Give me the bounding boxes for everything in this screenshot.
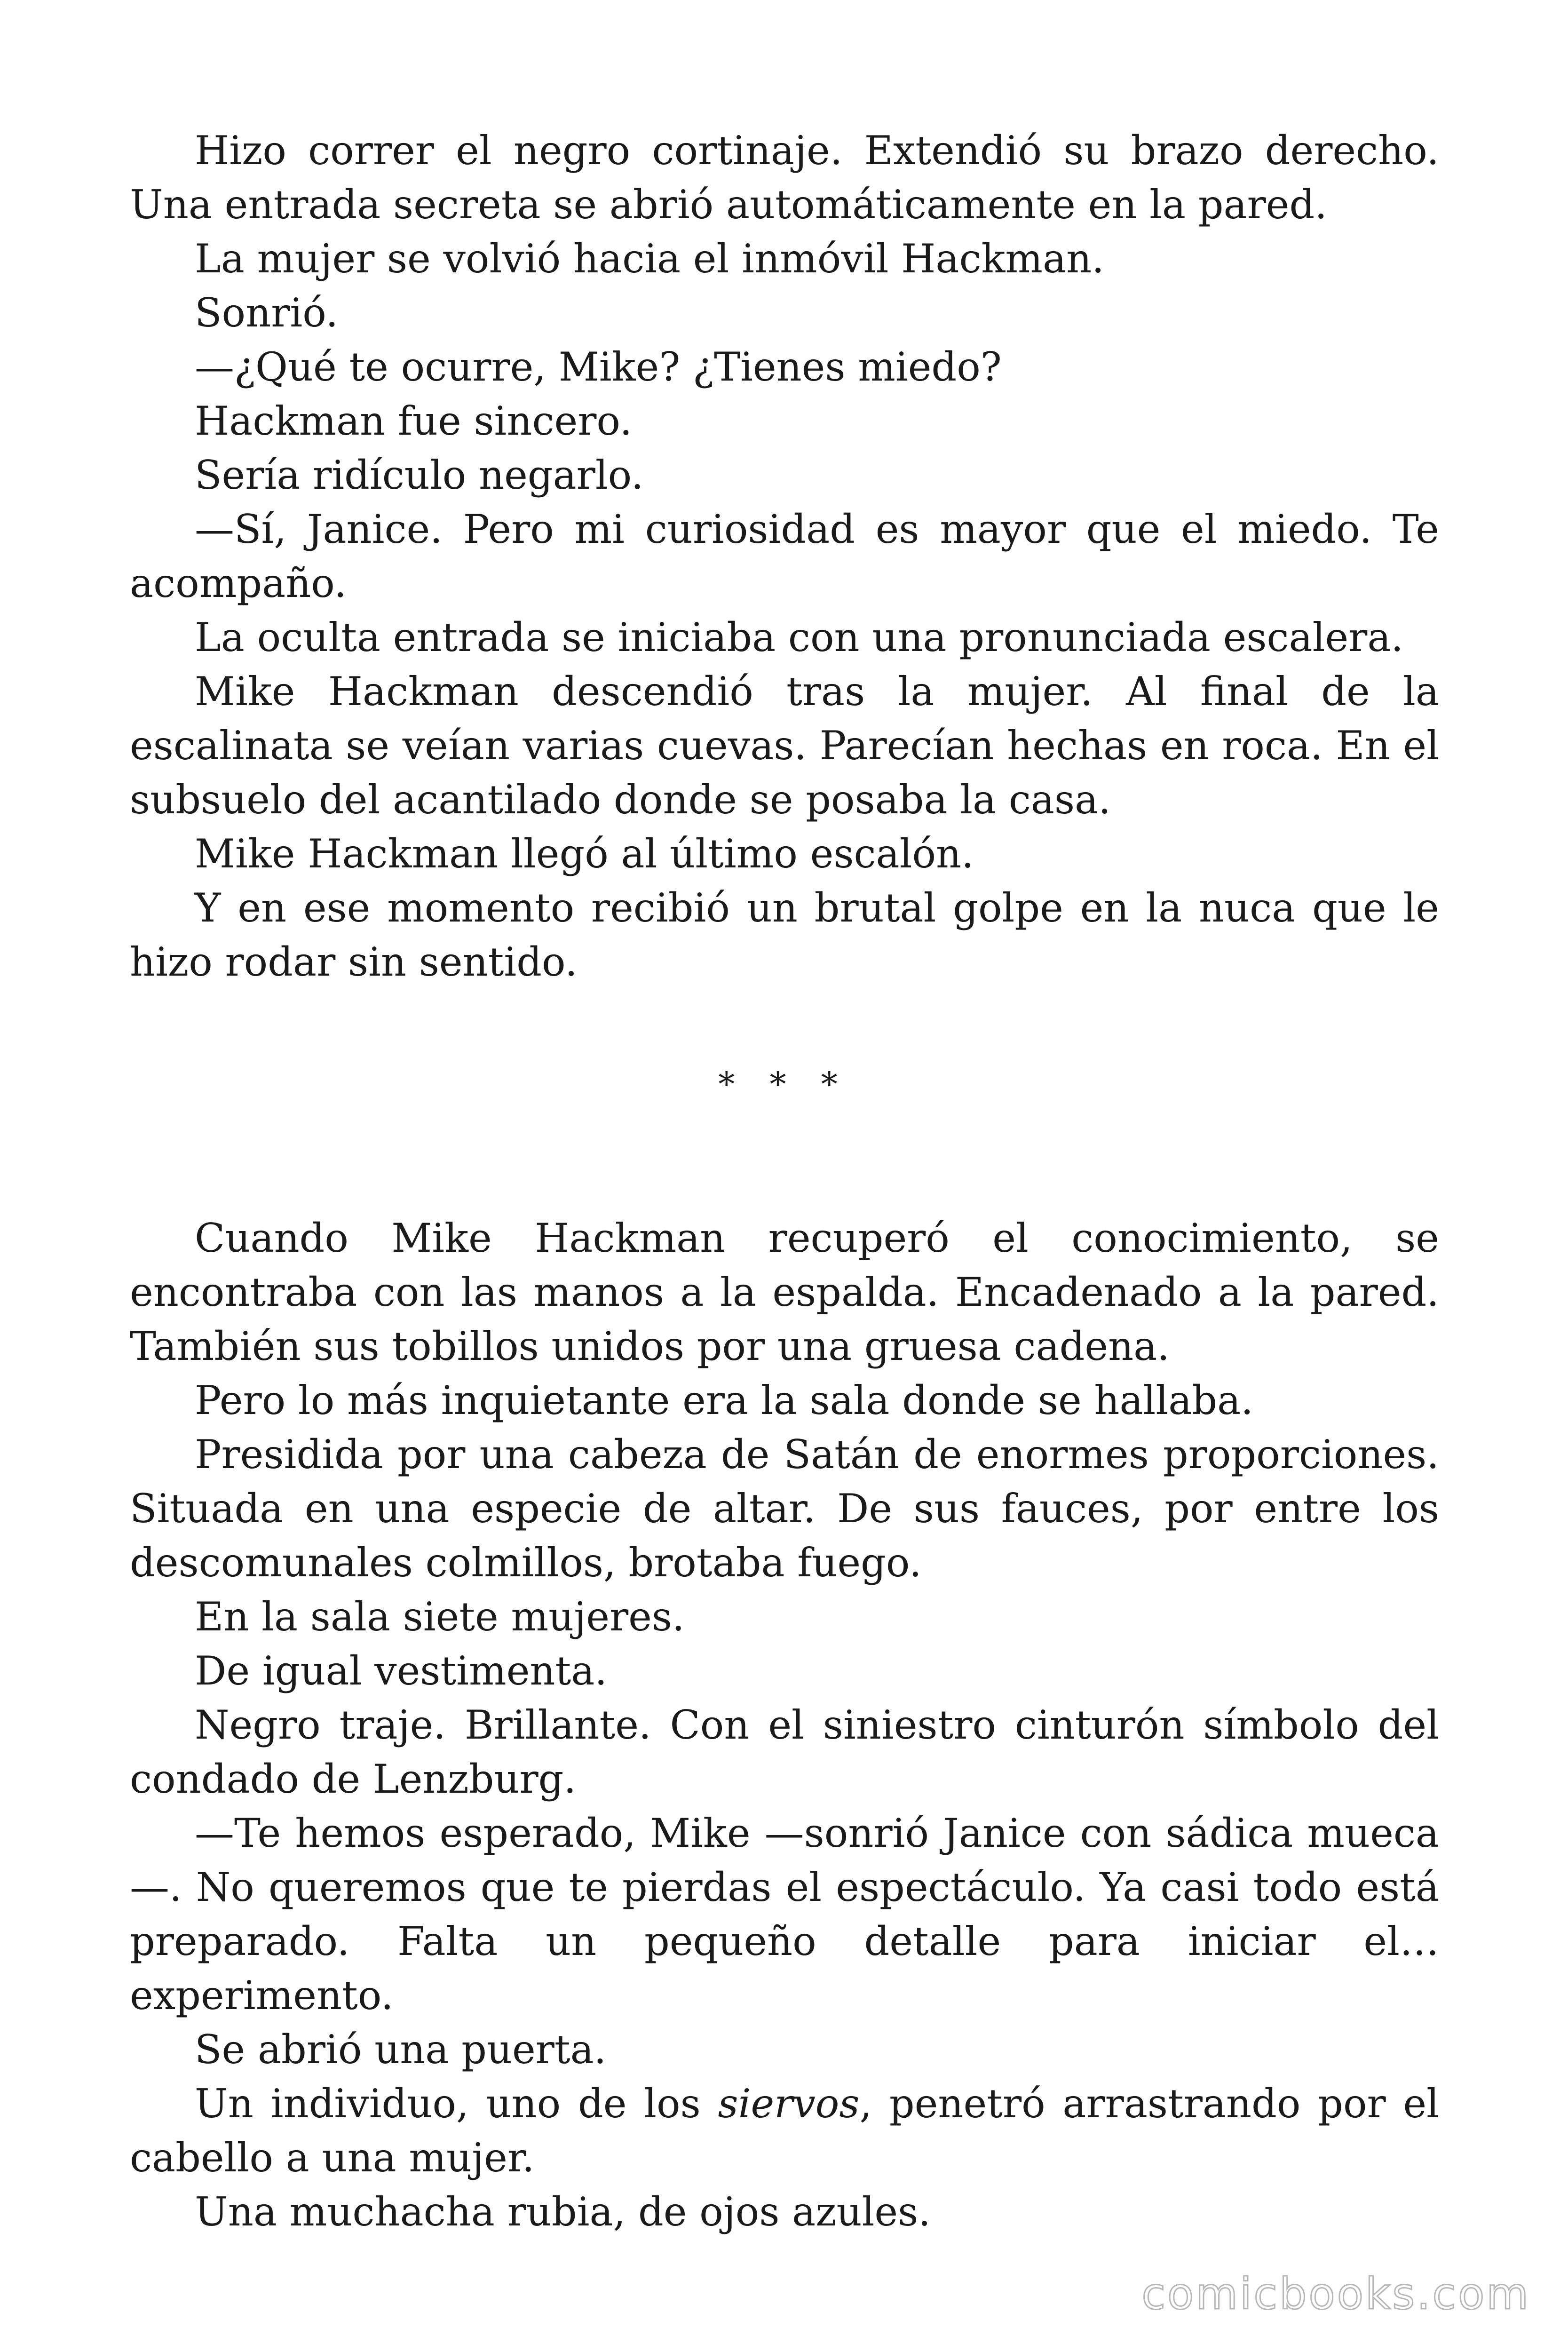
text-section-1 [130,124,1439,989]
paragraph: Presidida por una cabeza de Satán de enormes proporciones. Situada en una especie de altar. De sus fauces, por entre los descomunales colmillos, brotaba fuego. [130,1431,1439,1586]
paragraph: Hackman fue sincero. [195,398,633,444]
watermark: comicbooks.com [1141,2269,1530,2319]
scene-break: * * * [718,1065,850,1104]
paragraph: Sonrió. [195,290,339,336]
paragraph: —¿Qué te ocurre, Mike? ¿Tienes miedo? [195,344,1002,390]
paragraph: Sería ridículo negarlo. [195,452,644,498]
paragraph: Mike Hackman descendió tras la mujer. Al final de la escalinata se veían varias cuevas. Parecían hechas en roca. En el subsuelo del acantilado donde se posaba la casa. [130,668,1439,823]
paragraph: Mike Hackman llegó al último escalón. [195,831,974,877]
text-section-2 [130,1211,1439,2239]
paragraph: Y en ese momento recibió un brutal golpe en la nuca que le hizo rodar sin sentido. [130,885,1439,985]
paragraph: Negro traje. Brillante. Con el siniestro cinturón símbolo del condado de Lenzburg. [130,1702,1439,1802]
paragraph: Se abrió una puerta. [195,2026,607,2073]
paragraph: Una muchacha rubia, de ojos azules. [195,2189,931,2235]
paragraph [130,2077,1439,2185]
paragraph-text-start: Un individuo, uno de los [195,2081,718,2127]
paragraph: De igual vestimenta. [195,1648,608,1694]
paragraph: En la sala siete mujeres. [195,1594,685,1640]
paragraph: —Te hemos esperado, Mike —sonrió Janice con sádica mueca—. No queremos que te pierdas el espectáculo. Ya casi todo está preparado. Falta un pequeño detalle para iniciar el… experimento. [130,1810,1439,2018]
italic-word: siervos [718,2081,860,2127]
paragraph: —Sí, Janice. Pero mi curiosidad es mayor que el miedo. Te acompaño. [130,506,1439,606]
paragraph: La mujer se volvió hacia el inmóvil Hackman. [195,236,1104,282]
paragraph: La oculta entrada se iniciaba con una pronunciada escalera. [195,614,1404,660]
paragraph: Cuando Mike Hackman recuperó el conocimiento, se encontraba con las manos a la espalda. Encadenado a la pared. También sus tobillos unidos por una gruesa cadena. [130,1215,1439,1369]
paragraph: Hizo correr el negro cortinaje. Extendió su brazo derecho. Una entrada secreta se abrió automáticamente en la pared. [130,127,1439,228]
paragraph-text-end: , penetró arrastrando por el cabello a una mujer. [130,2081,1440,2181]
paragraph: Pero lo más inquietante era la sala donde se hallaba. [195,1377,1253,1423]
